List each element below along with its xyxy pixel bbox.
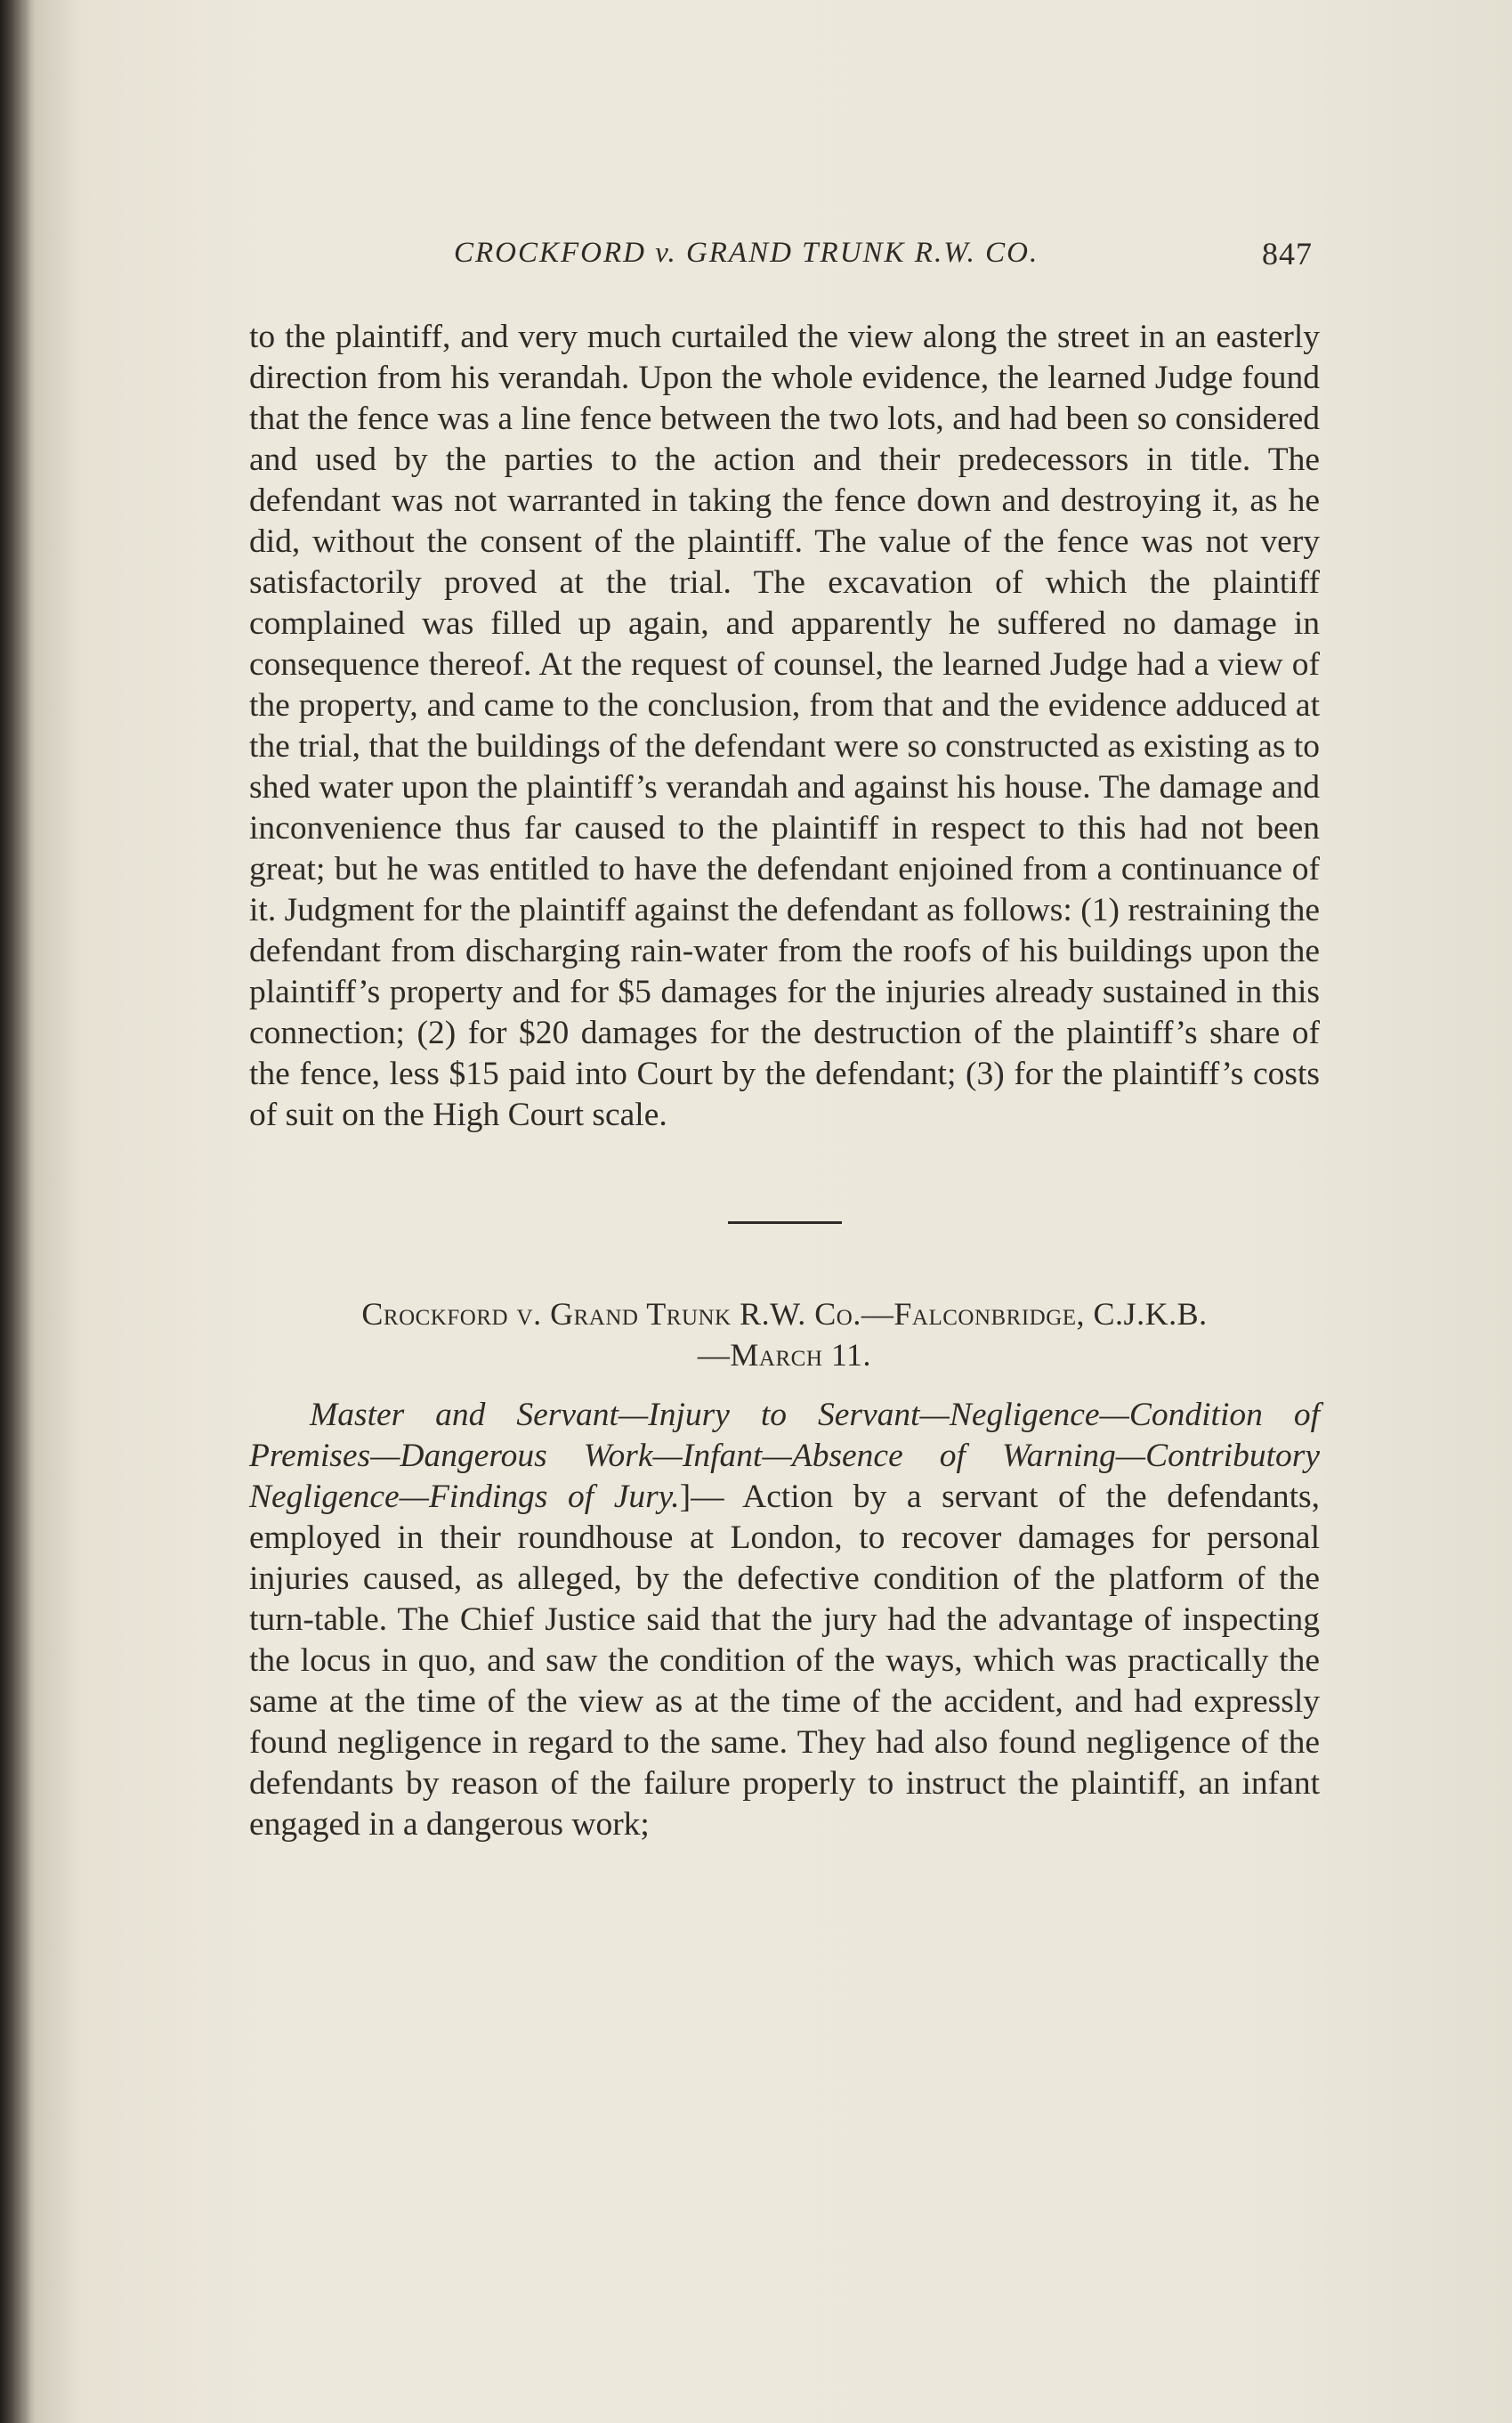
running-title: CROCKFORD v. GRAND TRUNK R.W. CO. — [454, 237, 1039, 269]
case-heading-line-2: —March 11. — [697, 1337, 872, 1373]
case-heading-line-1: Crockford v. Grand Trunk R.W. Co.—Falconbridge, C.J.K.B. — [361, 1296, 1208, 1332]
book-binding-edge — [0, 0, 30, 2423]
page-number: 847 — [1262, 236, 1313, 271]
case-headnote — [249, 1395, 1320, 1845]
case-catchwords: Master and Servant—Injury to Servant—Negligence—Condition of Premises—Dangerous Work—Infant—Absence of Warning—Contributory Negligence—Findings of Jury. — [249, 1397, 1320, 1515]
catchwords-close: ]— — [679, 1479, 724, 1515]
continued-paragraph: to the plaintiff, and very much curtailed the view along the street in an easterly direction from his verandah. Upon the whole evidence, the learned Judge found that the fence was a line fence between the two lots, and had been so considered and used by the parties to the action and their predecessors in title. The defendant was not warranted in taking the fence down and destroying it, as he did, without the consent of the plaintiff. The value of the fence was not very satisfactorily proved at the trial. The excavation of which the plaintiff complained was filled up again, and apparently he suffered no damage in consequence thereof. At the request of counsel, the learned Judge had a view of the property, and came to the conclusion, from that and the evidence adduced at the trial, that the buildings of the defendant were so constructed as existing as to shed water upon the plaintiff’s verandah and against his house. The damage and inconvenience thus far caused to the plaintiff in respect to this had not been great; but he was entitled to have the defendant enjoined from a continuance of it. Judgment for the plaintiff against the defendant as follows: (1) restraining the defendant from discharging rain-water from the roofs of his buildings upon the plaintiff’s property and for $5 damages for the injuries already sustained in this connection; (2) for $20 damages for the destruction of the plaintiff’s share of the fence, less $15 paid into Court by the defendant; (3) for the plaintiff’s costs of suit on the High Court scale. — [249, 319, 1320, 1133]
case-heading — [249, 1293, 1320, 1375]
page-content — [249, 230, 1320, 1845]
case-summary: Action by a servant of the defendants, employed in their roundhouse at London, to recover damages for personal injuries caused, as alleged, by the defective condition of the platform of the turn-table. The Chief Justice said that the jury had the advantage of inspecting the locus in quo, and saw the condition of the ways, which was practically the same at the time of the view as at the time of the accident, and had expressly found negligence in regard to the same. They had also found negligence of the defendants by reason of the failure properly to instruct the plaintiff, an infant engaged in a dangerous work; — [249, 1479, 1321, 1843]
running-head — [249, 230, 1320, 283]
section-divider — [728, 1221, 842, 1224]
